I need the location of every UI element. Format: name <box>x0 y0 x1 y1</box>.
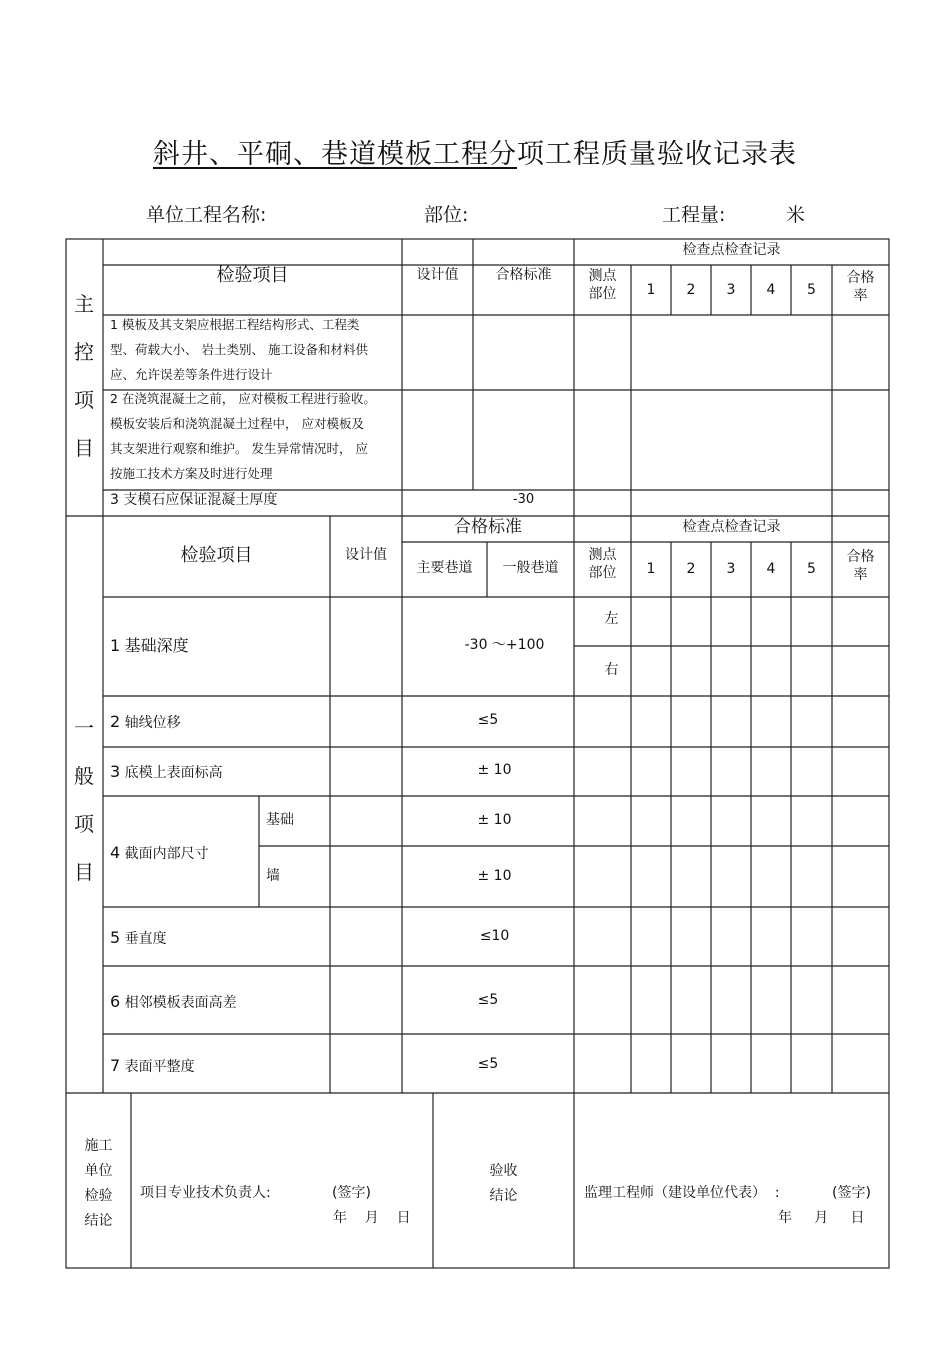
general-standard-header: 合格标准 <box>454 517 522 537</box>
general-item-2: 2 轴线位移 <box>110 712 181 731</box>
point-left: 左 <box>604 611 619 627</box>
general-section-label: 一 般 项 目 <box>74 716 94 884</box>
general-item-1-standard: -30 ～+100 <box>464 637 545 653</box>
general-item-3-standard: ± 10 <box>477 762 512 778</box>
general-item-5: 5 垂直度 <box>110 928 167 947</box>
general-item-7-standard: ≤5 <box>477 1056 499 1072</box>
supervisor-label: 监理工程师（建设单位代表） : <box>584 1185 780 1201</box>
general-rate-header: 合格 率 <box>846 549 875 583</box>
general-item-6-standard: ≤5 <box>477 992 499 1008</box>
main-record-header: 检查点检查记录 <box>682 242 781 258</box>
main-num-2: 2 <box>686 282 696 298</box>
general-num-1: 1 <box>646 561 656 577</box>
main-design-header: 设计值 <box>416 267 459 283</box>
main-item-header: 检验项目 <box>216 265 289 286</box>
main-item-2: 2 在浇筑混凝土之前， 应对模板工程进行验收。 模板安装后和浇筑混凝土过程中， 应对模板及 其支架进行观察和维护。 发生异常情况时， 应 按施工技术方案及时进行处理 <box>110 391 376 481</box>
general-tunnel-header: 一般巷道 <box>502 560 559 576</box>
general-item-header: 检验项目 <box>180 545 253 566</box>
main-num-4: 4 <box>766 282 776 298</box>
general-point-header: 测点 部位 <box>588 547 617 581</box>
general-item-7: 7 表面平整度 <box>110 1056 195 1075</box>
general-item-4-sub-wall: 墙 <box>266 868 280 884</box>
supervisor-date: 年 月 日 <box>778 1210 865 1226</box>
main-item-3: 3 支模石应保证混凝土厚度 <box>110 492 278 508</box>
general-item-4a-standard: ± 10 <box>477 812 512 828</box>
main-standard-header: 合格标准 <box>495 267 552 283</box>
general-item-1: 1 基础深度 <box>110 636 189 655</box>
general-item-3: 3 底模上表面标高 <box>110 762 223 781</box>
main-num-1: 1 <box>646 282 656 298</box>
title-underlined: 斜井、平硐、巷道模板工程分 <box>153 139 517 170</box>
general-num-5: 5 <box>807 561 816 577</box>
quantity-label: 工程量: <box>662 204 726 226</box>
tech-lead-date: 年 月 日 <box>333 1210 411 1226</box>
main-section-label: 主 控 项 目 <box>74 292 94 460</box>
general-item-6: 6 相邻模板表面高差 <box>110 992 237 1011</box>
point-right: 右 <box>604 662 619 678</box>
general-num-2: 2 <box>686 561 696 577</box>
tech-lead-label: 项目专业技术负责人: <box>140 1185 271 1201</box>
supervisor-sign: (签字) <box>832 1185 871 1201</box>
tech-lead-sign: (签字) <box>332 1185 371 1201</box>
position-label: 部位: <box>424 204 469 226</box>
general-item-4: 4 截面内部尺寸 <box>110 843 209 862</box>
main-item-3-standard: -30 <box>512 492 535 507</box>
main-item-1: 1 模板及其支架应根据工程结构形式、工程类 型、荷载大小、 岩土类别、 施工设备和材料供 应、允许误差等条件进行设计 <box>110 317 368 382</box>
general-record-header: 检查点检查记录 <box>682 519 781 535</box>
acceptance-conclusion-label: 验收 结论 <box>489 1163 518 1204</box>
general-item-5-standard: ≤10 <box>479 928 510 944</box>
general-item-4-sub-foundation: 基础 <box>266 812 294 828</box>
general-item-2-standard: ≤5 <box>477 712 499 728</box>
main-tunnel-header: 主要巷道 <box>416 560 473 576</box>
main-num-5: 5 <box>807 282 816 298</box>
title-rest: 项工程质量验收记录表 <box>517 139 797 170</box>
construction-conclusion-label: 施工 单位 检验 结论 <box>84 1138 113 1229</box>
main-point-header: 测点 部位 <box>588 268 617 302</box>
general-num-4: 4 <box>766 561 776 577</box>
main-rate-header: 合格 率 <box>846 270 875 304</box>
main-num-3: 3 <box>726 282 736 298</box>
general-item-4b-standard: ± 10 <box>477 868 512 884</box>
unit-name-label: 单位工程名称: <box>146 204 267 226</box>
general-design-header: 设计值 <box>345 547 387 563</box>
general-num-3: 3 <box>726 561 736 577</box>
quantity-unit: 米 <box>786 204 806 226</box>
